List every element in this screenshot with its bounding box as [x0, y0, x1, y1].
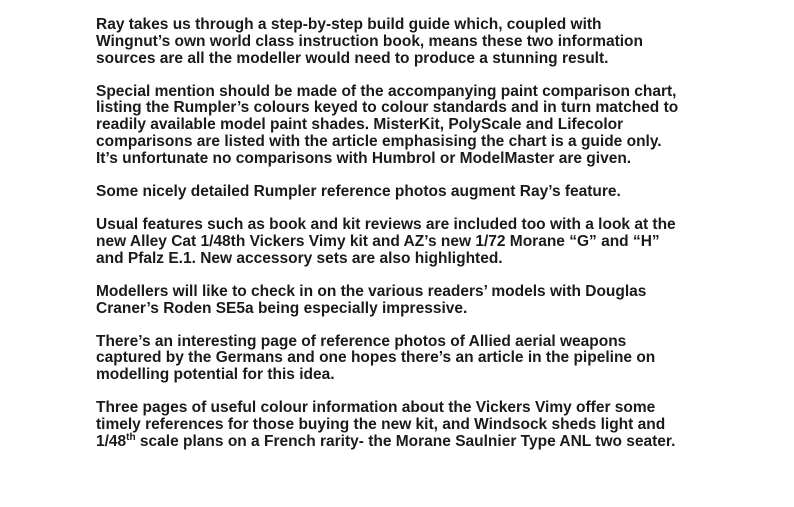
paragraph-vickers-vimy [96, 400, 736, 450]
text-line: and Pfalz E.1. New accessory sets are also highlighted. [96, 249, 503, 267]
ordinal-superscript: th [126, 431, 136, 443]
paragraph-reference-photos [96, 184, 736, 201]
text-line: listing the Rumpler’s colours keyed to colour standards and in turn matched to [96, 99, 679, 117]
paragraph-readers-models [96, 284, 736, 318]
text-line: Special mention should be made of the accompanying paint comparison chart, [96, 82, 677, 100]
text-line: Wingnut’s own world class instruction book, means these two information [96, 32, 643, 50]
text-line: It’s unfortunate no comparisons with Humbrol or ModelMaster are given. [96, 149, 632, 167]
paragraph-aerial-weapons [96, 334, 736, 384]
text-line: There’s an interesting page of reference photos of Allied aerial weapons [96, 332, 627, 350]
text-line: Three pages of useful colour information about the Vickers Vimy offer some [96, 399, 656, 417]
text-fragment: scale plans on a French rarity- the Morane Saulnier Type ANL two seater. [135, 432, 676, 450]
paragraph-reviews [96, 217, 736, 267]
text-line: Usual features such as book and kit reviews are included too with a look at the [96, 216, 676, 234]
text-line: Some nicely detailed Rumpler reference photos augment Ray’s feature. [96, 182, 621, 200]
text-line: captured by the Germans and one hopes there’s an article in the pipeline on [96, 349, 656, 367]
text-line: Ray takes us through a step-by-step build guide which, coupled with [96, 16, 602, 33]
text-line: readily available model paint shades. MisterKit, PolyScale and Lifecolor [96, 116, 624, 134]
paragraph-build-guide [96, 17, 736, 67]
text-line: timely references for those buying the new kit, and Windsock sheds light and [96, 416, 666, 434]
text-line: new Alley Cat 1/48th Vickers Vimy kit and AZ’s new 1/72 Morane “G” and “H” [96, 232, 660, 250]
text-line-scale-plans [96, 431, 736, 451]
paragraph-paint-chart [96, 84, 736, 168]
document-body [96, 17, 736, 467]
text-line: modelling potential for this idea. [96, 366, 335, 384]
text-fragment: 1/48 [96, 432, 127, 450]
text-line: Craner’s Roden SE5a being especially impressive. [96, 299, 468, 317]
text-line: sources are all the modeller would need to produce a stunning result. [96, 49, 609, 67]
text-line: Modellers will like to check in on the various readers’ models with Douglas [96, 282, 647, 300]
text-line: comparisons are listed with the article emphasising the chart is a guide only. [96, 133, 662, 151]
